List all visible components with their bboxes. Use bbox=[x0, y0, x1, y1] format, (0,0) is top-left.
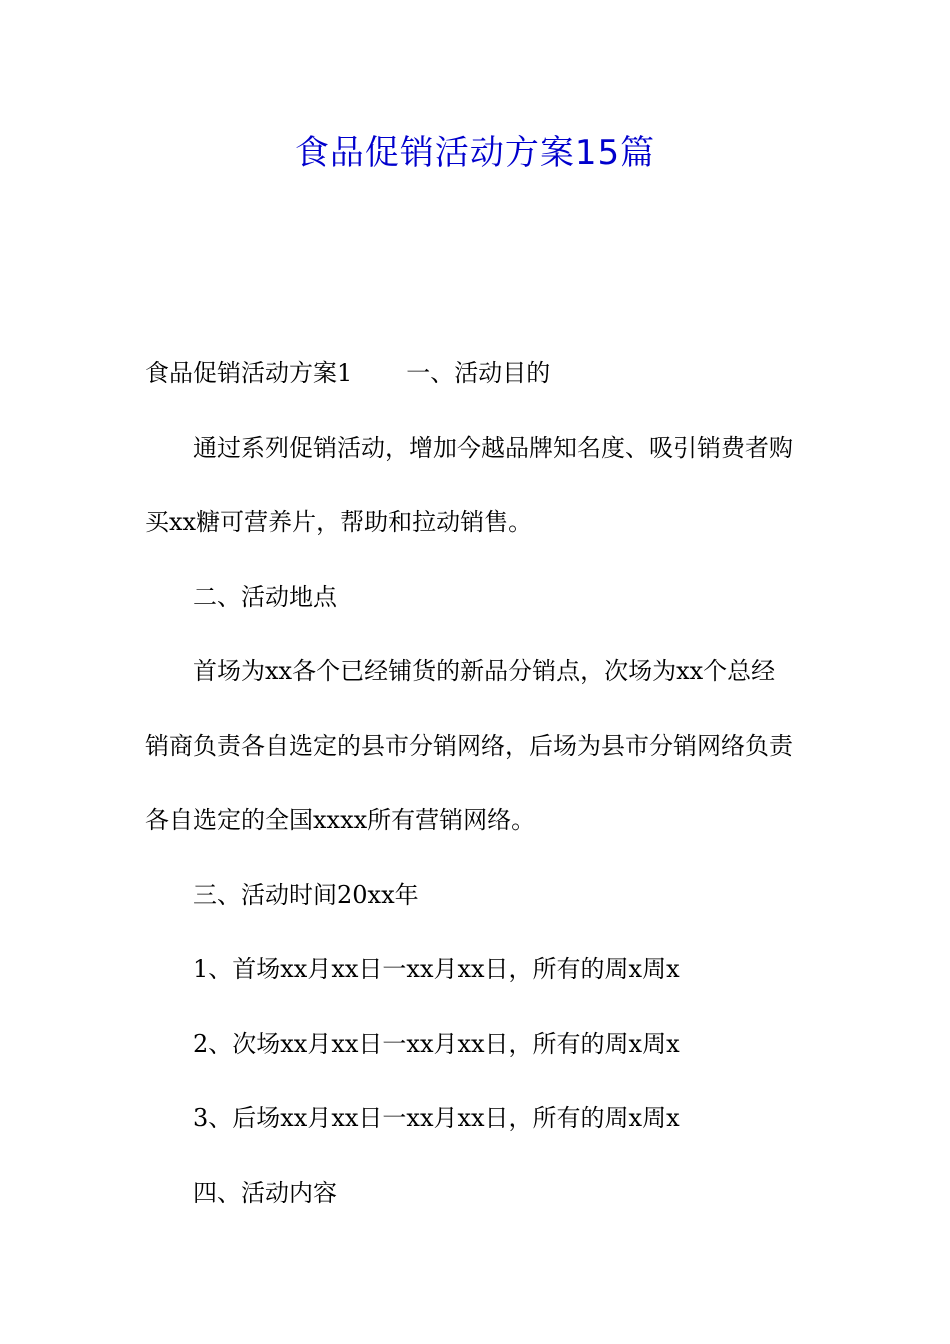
paragraph-line: 各自选定的全国xxxx所有营销网络。 bbox=[145, 806, 536, 834]
document-title: 食品促销活动方案15篇 bbox=[294, 133, 656, 173]
paragraph-line: 通过系列促销活动，增加今越品牌知名度、吸引销费者购 bbox=[193, 433, 793, 462]
paragraph-line: 销商负责各自选定的县市分销网络，后场为县市分销网络负责 bbox=[145, 731, 793, 760]
list-item: 3、后场xx月xx日一xx月xx日，所有的周x周x bbox=[193, 1104, 680, 1132]
section-heading-time: 三、活动时间20xx年 bbox=[193, 880, 419, 909]
paragraph-line: 首场为xx各个已经铺货的新品分销点，次场为xx个总经 bbox=[193, 657, 776, 685]
plan-heading: 食品促销活动方案1 bbox=[145, 359, 353, 387]
document-body bbox=[145, 336, 815, 1230]
list-item: 2、次场xx月xx日一xx月xx日，所有的周x周x bbox=[193, 1029, 680, 1058]
section-heading-line bbox=[145, 336, 815, 411]
paragraph-line: 买xx糖可营养片，帮助和拉动销售。 bbox=[145, 508, 533, 536]
section-heading-content: 四、活动内容 bbox=[193, 1178, 337, 1207]
section-heading-location: 二、活动地点 bbox=[193, 582, 337, 611]
section-heading-purpose: 一、活动目的 bbox=[406, 359, 551, 387]
list-item: 1、首场xx月xx日一xx月xx日，所有的周x周x bbox=[193, 955, 680, 983]
